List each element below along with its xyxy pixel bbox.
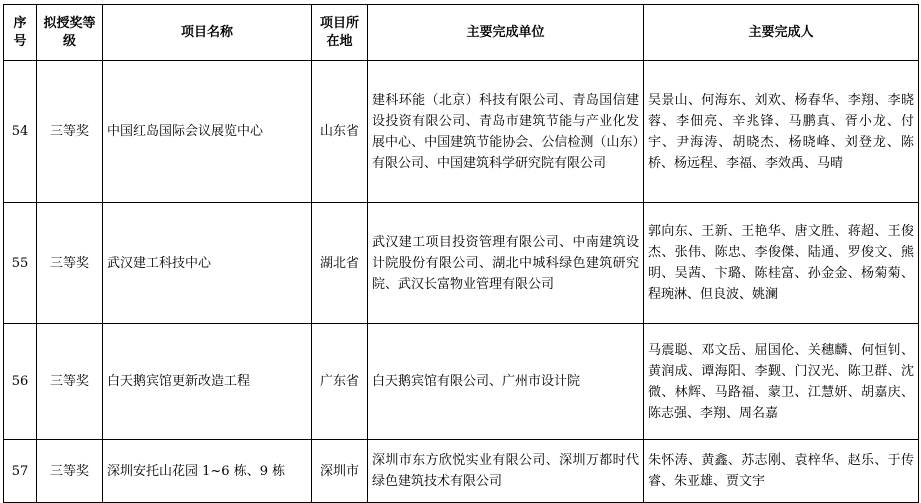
cell-units: 深圳市东方欣悦实业有限公司、深圳万都时代绿色建筑技术有限公司 (368, 440, 644, 503)
header-units: 主要完成单位 (368, 5, 644, 61)
cell-award: 三等奖 (37, 203, 103, 324)
header-award: 拟授奖等级 (37, 5, 103, 61)
cell-people: 郭向东、王新、王艳华、唐文胜、蒋超、王俊杰、张伟、陈忠、李俊傑、陆通、罗俊文、熊明、吴茜、卞璐、陈桂富、孙金金、杨菊菊、程琬淋、但良波、姚澜 (644, 203, 919, 324)
cell-people: 马震聪、邓文岳、屈国伦、关穗麟、何恒钊、黄润成、谭海阳、李觐、门汉光、陈卫群、沈微、林辉、马路福、蒙卫、江慧妍、胡嘉庆、陈志强、李翔、周名嘉 (644, 324, 919, 440)
cell-units: 武汉建工项目投资管理有限公司、中南建筑设计院股份有限公司、湖北中城科绿色建筑研究院、武汉长富物业管理有限公司 (368, 203, 644, 324)
cell-project: 中国红岛国际会议展览中心 (103, 61, 312, 203)
header-people: 主要完成人 (644, 5, 919, 61)
cell-location: 深圳市 (312, 440, 368, 503)
cell-index: 57 (4, 440, 37, 503)
table-row (4, 61, 919, 203)
cell-award: 三等奖 (37, 61, 103, 203)
header-row (4, 5, 919, 61)
cell-award: 三等奖 (37, 324, 103, 440)
header-location: 项目所在地 (312, 5, 368, 61)
cell-index: 54 (4, 61, 37, 203)
cell-units: 建科环能（北京）科技有限公司、青岛国信建设投资有限公司、青岛市建筑节能与产业化发展中心、中国建筑节能协会、公信检测（山东）有限公司、中国建筑科学研究院有限公司 (368, 61, 644, 203)
cell-index: 56 (4, 324, 37, 440)
cell-location: 广东省 (312, 324, 368, 440)
header-index: 序号 (4, 5, 37, 61)
cell-index: 55 (4, 203, 37, 324)
table-row (4, 440, 919, 503)
table-row (4, 324, 919, 440)
cell-project: 武汉建工科技中心 (103, 203, 312, 324)
table-row (4, 203, 919, 324)
cell-project: 深圳安托山花园 1~6 栋、9 栋 (103, 440, 312, 503)
cell-award: 三等奖 (37, 440, 103, 503)
cell-location: 湖北省 (312, 203, 368, 324)
award-table (3, 4, 919, 503)
cell-units: 白天鹅宾馆有限公司、广州市设计院 (368, 324, 644, 440)
cell-people: 朱怀涛、黄鑫、苏志刚、袁梓华、赵乐、于传睿、朱亚雄、贾文宇 (644, 440, 919, 503)
header-project: 项目名称 (103, 5, 312, 61)
cell-people: 吴景山、何海东、刘欢、杨春华、李翔、李晓蓉、李佃亮、辛兆锋、马鹏真、胥小龙、付宇、尹海涛、胡晓杰、杨晓峰、刘登龙、陈桥、杨远程、李福、李效禹、马晴 (644, 61, 919, 203)
cell-project: 白天鹅宾馆更新改造工程 (103, 324, 312, 440)
cell-location: 山东省 (312, 61, 368, 203)
